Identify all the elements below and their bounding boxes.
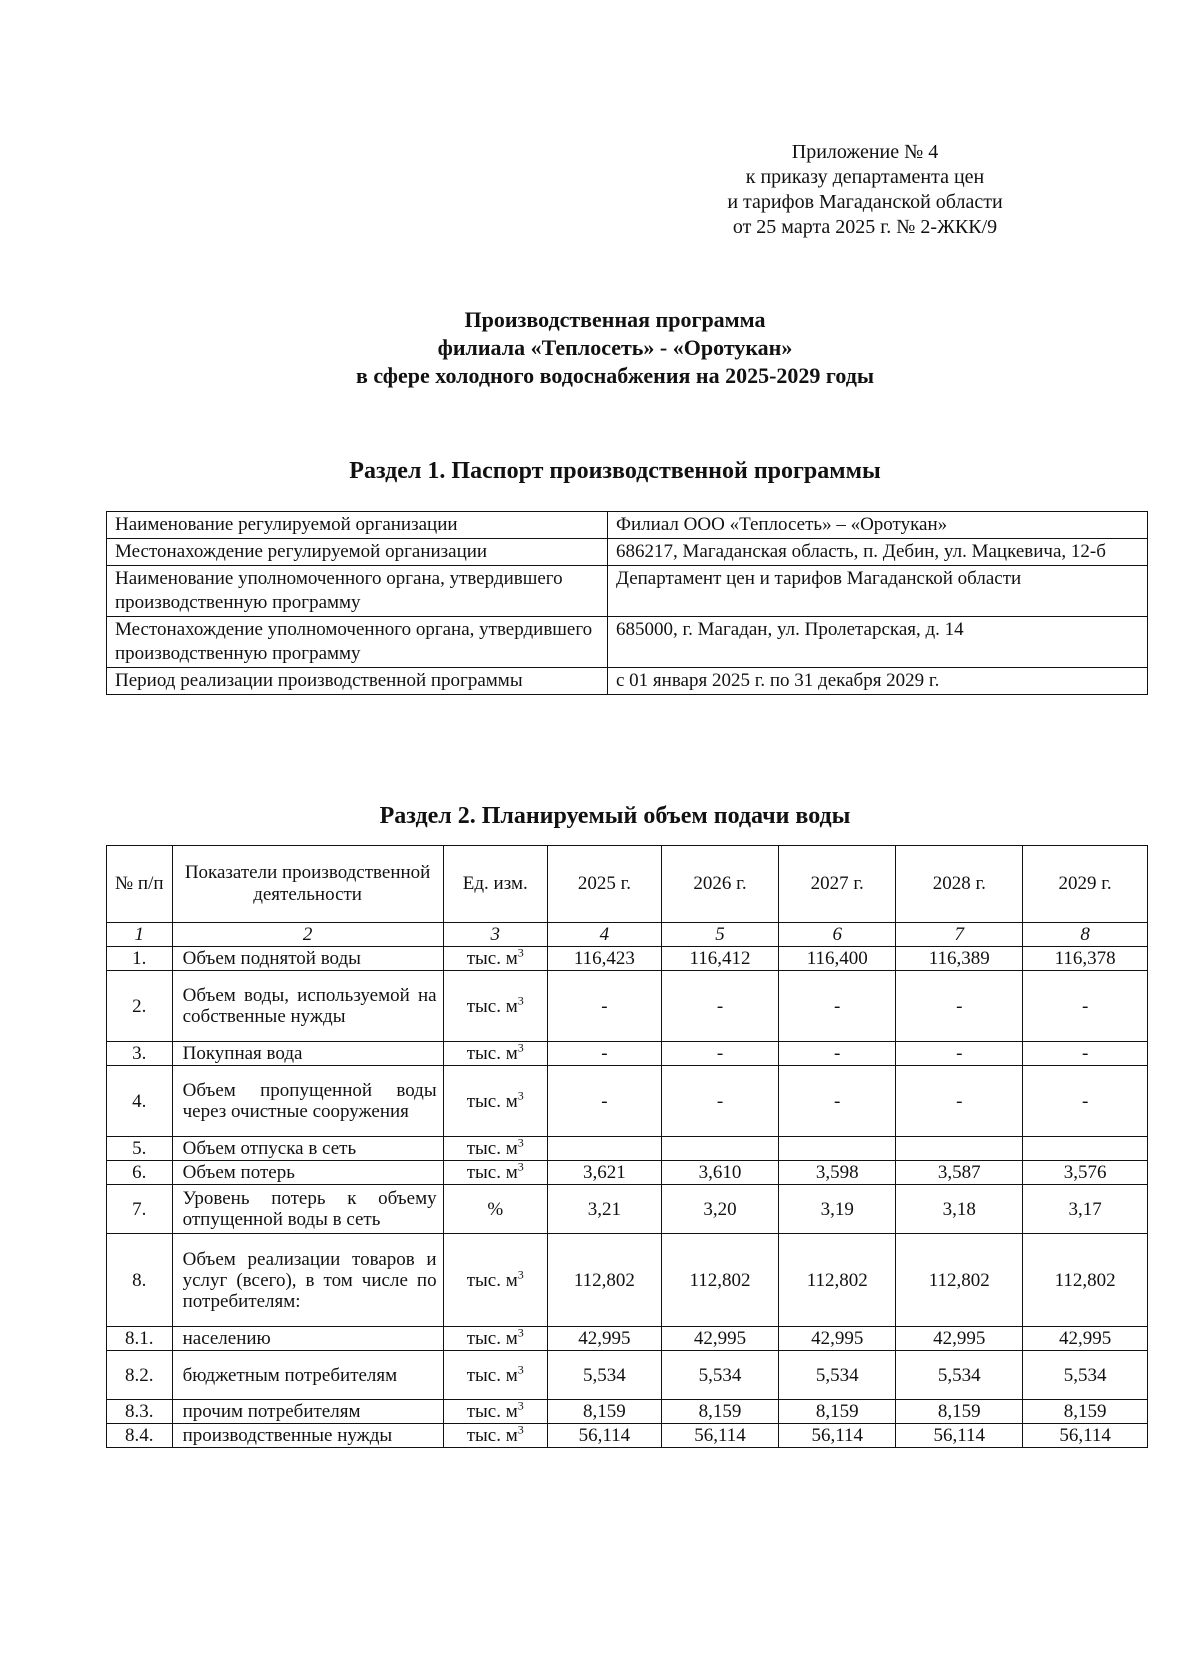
value-cell: [547, 1137, 661, 1161]
value-cell: -: [661, 971, 778, 1042]
column-number-row: [107, 923, 1148, 947]
column-header: № п/п: [107, 846, 173, 923]
unit-label: тыс. м: [466, 1269, 518, 1291]
passport-label: Период реализации производственной программы: [107, 668, 608, 695]
passport-value: 686217, Магаданская область, п. Дебин, ул. Мацкевича, 12-б: [608, 539, 1148, 566]
unit-exponent: 3: [517, 1135, 524, 1150]
unit-exponent: 3: [517, 1362, 524, 1377]
row-number: 8.: [107, 1234, 173, 1327]
value-cell: 3,610: [661, 1161, 778, 1185]
value-cell: 42,995: [1023, 1327, 1148, 1351]
unit-label: тыс. м: [466, 1138, 518, 1159]
table-row: [107, 1185, 1148, 1234]
value-cell: 8,159: [1023, 1400, 1148, 1424]
unit-exponent: 3: [517, 945, 524, 960]
value-cell: -: [661, 1066, 778, 1137]
value-cell: 3,598: [779, 1161, 896, 1185]
passport-value: Департамент цен и тарифов Магаданской области: [608, 566, 1148, 617]
passport-row: [107, 668, 1148, 695]
unit-exponent: 3: [517, 1159, 524, 1174]
table-row: [107, 971, 1148, 1042]
indicator-name: Объем реализации товаров и услуг (всего), в том числе по потребителям:: [172, 1234, 443, 1327]
unit-exponent: 3: [517, 993, 524, 1008]
value-cell: 56,114: [779, 1424, 896, 1448]
value-cell: 42,995: [547, 1327, 661, 1351]
value-cell: -: [779, 1042, 896, 1066]
value-cell: [779, 1137, 896, 1161]
unit-label: тыс. м: [466, 1425, 518, 1446]
section2-heading: Раздел 2. Планируемый объем подачи воды: [379, 803, 851, 829]
value-cell: 5,534: [661, 1351, 778, 1400]
value-cell: -: [896, 1042, 1023, 1066]
appendix-block: [690, 140, 1040, 240]
value-cell: 112,802: [896, 1234, 1023, 1327]
unit-cell: [443, 1351, 547, 1400]
table-row: [107, 1400, 1148, 1424]
unit-label: тыс. м: [466, 1090, 518, 1112]
column-number: 2: [172, 923, 443, 947]
value-cell: -: [779, 971, 896, 1042]
value-cell: 112,802: [779, 1234, 896, 1327]
indicator-name: прочим потребителям: [172, 1400, 443, 1424]
unit-label: тыс. м: [466, 1043, 518, 1064]
value-cell: 112,802: [661, 1234, 778, 1327]
value-cell: -: [1023, 971, 1148, 1042]
value-cell: [661, 1137, 778, 1161]
unit-label: тыс. м: [466, 1401, 518, 1422]
table-row: [107, 1042, 1148, 1066]
section1-heading: Раздел 1. Паспорт производственной программы: [349, 458, 881, 484]
value-cell: -: [547, 971, 661, 1042]
title-line: Производственная программа: [464, 307, 766, 332]
column-number: 4: [547, 923, 661, 947]
row-number: 1.: [107, 947, 173, 971]
unit-exponent: 3: [517, 1422, 524, 1437]
passport-label: Наименование уполномоченного органа, утвердившего производственную программу: [107, 566, 608, 617]
column-number: 6: [779, 923, 896, 947]
value-cell: -: [896, 1066, 1023, 1137]
value-cell: 8,159: [661, 1400, 778, 1424]
table-row: [107, 1161, 1148, 1185]
unit-cell: [443, 1327, 547, 1351]
document-title: [0, 306, 1200, 390]
table-row: [107, 1327, 1148, 1351]
unit-cell: [443, 1234, 547, 1327]
indicator-name: бюджетным потребителям: [172, 1351, 443, 1400]
value-cell: -: [1023, 1066, 1148, 1137]
value-cell: 116,423: [547, 947, 661, 971]
unit-label: тыс. м: [466, 1328, 518, 1349]
value-cell: 112,802: [1023, 1234, 1148, 1327]
value-cell: -: [547, 1066, 661, 1137]
value-cell: 8,159: [779, 1400, 896, 1424]
table-row: [107, 1234, 1148, 1327]
value-cell: [896, 1137, 1023, 1161]
column-header: 2029 г.: [1023, 846, 1148, 923]
unit-cell: [443, 1400, 547, 1424]
column-header: Ед. изм.: [443, 846, 547, 923]
table-row: [107, 1137, 1148, 1161]
column-header: 2025 г.: [547, 846, 661, 923]
unit-cell: [443, 1042, 547, 1066]
passport-row: [107, 539, 1148, 566]
unit-cell: [443, 1424, 547, 1448]
value-cell: 5,534: [1023, 1351, 1148, 1400]
appendix-line: и тарифов Магаданской области: [727, 191, 1003, 213]
value-cell: 116,400: [779, 947, 896, 971]
row-number: 5.: [107, 1137, 173, 1161]
row-number: 8.2.: [107, 1351, 173, 1400]
table-row: [107, 1066, 1148, 1137]
value-cell: 8,159: [896, 1400, 1023, 1424]
value-cell: -: [896, 971, 1023, 1042]
value-cell: 112,802: [547, 1234, 661, 1327]
unit-exponent: 3: [517, 1088, 524, 1103]
indicator-name: Покупная вода: [172, 1042, 443, 1066]
value-cell: -: [661, 1042, 778, 1066]
appendix-line: от 25 марта 2025 г. № 2-ЖКК/9: [732, 216, 998, 238]
column-header: 2026 г.: [661, 846, 778, 923]
table-row: [107, 947, 1148, 971]
value-cell: -: [547, 1042, 661, 1066]
indicator-name: производственные нужды: [172, 1424, 443, 1448]
value-cell: 42,995: [896, 1327, 1023, 1351]
unit-label: тыс. м: [466, 1364, 518, 1386]
value-cell: 42,995: [661, 1327, 778, 1351]
value-cell: 5,534: [779, 1351, 896, 1400]
value-cell: -: [779, 1066, 896, 1137]
passport-value: 685000, г. Магадан, ул. Пролетарская, д. 14: [608, 617, 1148, 668]
value-cell: 3,19: [779, 1185, 896, 1234]
value-cell: 116,389: [896, 947, 1023, 971]
value-cell: 3,18: [896, 1185, 1023, 1234]
value-cell: 56,114: [1023, 1424, 1148, 1448]
value-cell: 3,17: [1023, 1185, 1148, 1234]
passport-row: [107, 566, 1148, 617]
value-cell: 3,20: [661, 1185, 778, 1234]
column-header: Показатели производственной деятельности: [172, 846, 443, 923]
value-cell: -: [1023, 1042, 1148, 1066]
row-number: 8.4.: [107, 1424, 173, 1448]
water-volume-table: [106, 845, 1148, 1448]
unit-exponent: 3: [517, 1040, 524, 1055]
value-cell: 116,378: [1023, 947, 1148, 971]
passport-label: Местонахождение регулируемой организации: [107, 539, 608, 566]
value-cell: 3,587: [896, 1161, 1023, 1185]
value-cell: 3,21: [547, 1185, 661, 1234]
unit-cell: [443, 1161, 547, 1185]
indicator-name: Уровень потерь к объему отпущенной воды в сеть: [172, 1185, 443, 1234]
column-header: 2028 г.: [896, 846, 1023, 923]
column-number: 8: [1023, 923, 1148, 947]
indicator-name: Объем воды, используемой на собственные нужды: [172, 971, 443, 1042]
indicator-name: Объем отпуска в сеть: [172, 1137, 443, 1161]
passport-row: [107, 512, 1148, 539]
passport-label: Наименование регулируемой организации: [107, 512, 608, 539]
appendix-line: Приложение № 4: [791, 141, 939, 163]
passport-table: [106, 511, 1148, 695]
indicator-name: населению: [172, 1327, 443, 1351]
table-header-row: [107, 846, 1148, 923]
unit-cell: [443, 1137, 547, 1161]
table-row: [107, 1424, 1148, 1448]
column-number: 5: [661, 923, 778, 947]
value-cell: 42,995: [779, 1327, 896, 1351]
table-row: [107, 1351, 1148, 1400]
unit-exponent: 3: [517, 1267, 524, 1282]
indicator-name: Объем поднятой воды: [172, 947, 443, 971]
indicator-name: Объем потерь: [172, 1161, 443, 1185]
value-cell: 8,159: [547, 1400, 661, 1424]
unit-exponent: 3: [517, 1325, 524, 1340]
unit-cell: %: [443, 1185, 547, 1234]
value-cell: [1023, 1137, 1148, 1161]
row-number: 8.1.: [107, 1327, 173, 1351]
row-number: 2.: [107, 971, 173, 1042]
unit-cell: [443, 947, 547, 971]
value-cell: 3,621: [547, 1161, 661, 1185]
unit-cell: [443, 971, 547, 1042]
unit-label: тыс. м: [466, 948, 518, 969]
appendix-line: к приказу департамента цен: [745, 166, 985, 188]
passport-row: [107, 617, 1148, 668]
passport-label: Местонахождение уполномоченного органа, утвердившего производственную программу: [107, 617, 608, 668]
row-number: 7.: [107, 1185, 173, 1234]
value-cell: 5,534: [547, 1351, 661, 1400]
unit-cell: [443, 1066, 547, 1137]
value-cell: 116,412: [661, 947, 778, 971]
row-number: 6.: [107, 1161, 173, 1185]
title-line: в сфере холодного водоснабжения на 2025-2029 годы: [355, 363, 875, 388]
column-header: 2027 г.: [779, 846, 896, 923]
column-number: 3: [443, 923, 547, 947]
value-cell: 56,114: [661, 1424, 778, 1448]
passport-value: с 01 января 2025 г. по 31 декабря 2029 г.: [608, 668, 1148, 695]
indicator-name: Объем пропущенной воды через очистные сооружения: [172, 1066, 443, 1137]
column-number: 1: [107, 923, 173, 947]
row-number: 3.: [107, 1042, 173, 1066]
column-number: 7: [896, 923, 1023, 947]
unit-label: тыс. м: [466, 995, 518, 1017]
passport-value: Филиал ООО «Теплосеть» – «Оротукан»: [608, 512, 1148, 539]
value-cell: 3,576: [1023, 1161, 1148, 1185]
row-number: 8.3.: [107, 1400, 173, 1424]
value-cell: 56,114: [896, 1424, 1023, 1448]
row-number: 4.: [107, 1066, 173, 1137]
unit-exponent: 3: [517, 1398, 524, 1413]
unit-label: тыс. м: [466, 1162, 518, 1183]
value-cell: 5,534: [896, 1351, 1023, 1400]
value-cell: 56,114: [547, 1424, 661, 1448]
title-line: филиала «Теплосеть» - «Оротукан»: [437, 335, 793, 360]
